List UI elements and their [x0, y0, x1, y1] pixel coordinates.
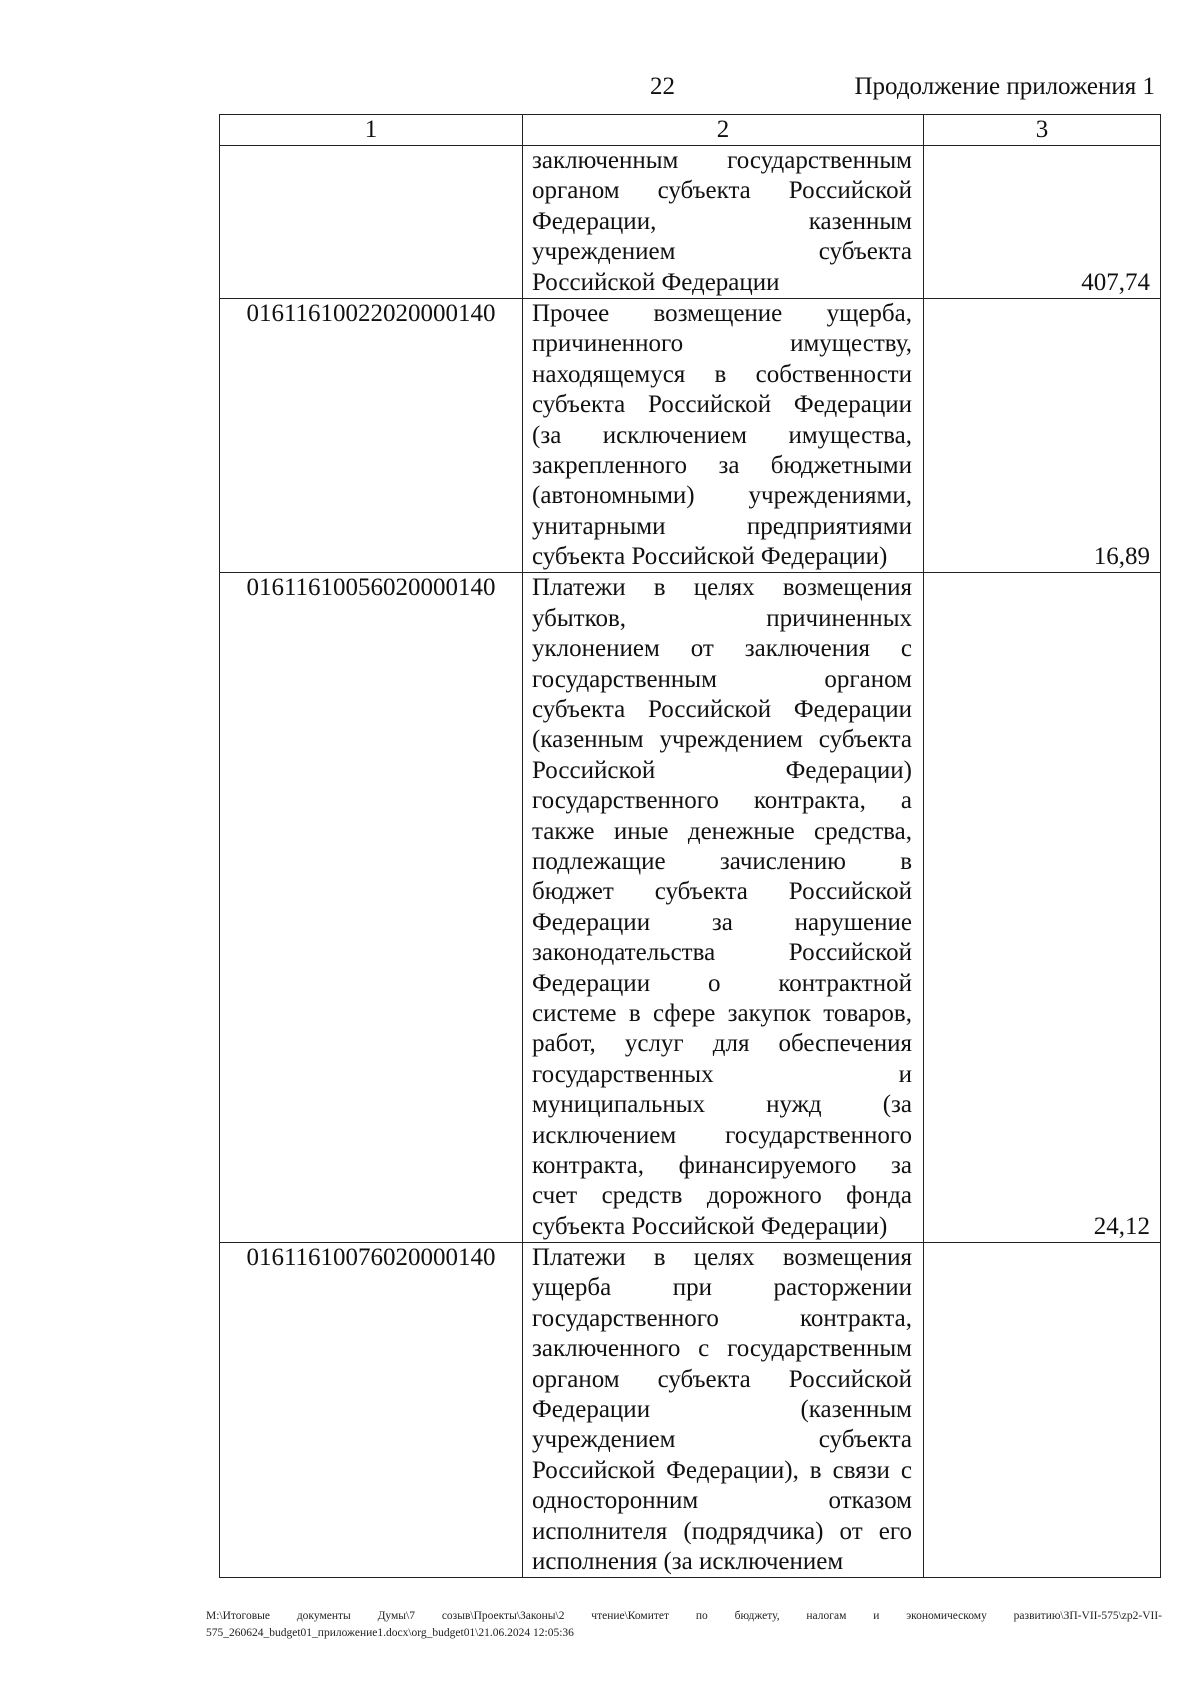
description-line: заключенным государственным — [532, 147, 912, 174]
budget-code-cell: 01611610076020000140 — [220, 1243, 523, 1578]
description-line: заключенного с государственным — [532, 1335, 912, 1363]
amount-value: 24,12 — [1093, 1213, 1150, 1241]
table-header-row — [220, 115, 1161, 146]
description-line: Федерации (казенным — [532, 1396, 912, 1424]
description-line: бюджет субъекта Российской — [532, 878, 912, 906]
description-line: Федерации, казенным — [532, 207, 912, 235]
table-row — [220, 573, 1161, 1243]
description-line: Платежи в целях возмещения — [532, 574, 912, 602]
description-line: Российской Федерации) — [532, 756, 912, 784]
description-line: системе в сфере закупок товаров, — [532, 999, 912, 1027]
table-row — [220, 298, 1161, 573]
description-line: субъекта Российской Федерации) — [532, 1212, 888, 1240]
description-line: односторонним отказом — [532, 1487, 912, 1515]
description-line: муниципальных нужд (за — [532, 1091, 912, 1119]
description-line: государственным органом — [532, 665, 912, 693]
description-line: органом субъекта Российской — [532, 1365, 912, 1393]
document-path-footer — [206, 1608, 1162, 1642]
description-line: уклонением от заключения с — [532, 635, 912, 663]
footer-path-line-1: M:\Итоговые документы Думы\7 созыв\Проекты\Законы\2 чтение\Комитет по бюджету, налогам и экономическому развитию\ЗП-VII-575\zp2-VII- — [206, 1610, 1162, 1622]
continuation-label: Продолжение приложения 1 — [854, 73, 1155, 100]
description-line: счет средств дорожного фонда — [532, 1182, 912, 1210]
description-line: подлежащие зачислению в — [532, 847, 912, 875]
description-line: субъекта Российской Федерации) — [532, 543, 888, 571]
footer-path-line-2: 575_260624_budget01_приложение1.docx\org_budget01\21.06.2024 12:05:36 — [206, 1627, 574, 1639]
budget-code-cell — [220, 146, 523, 299]
description-line: также иные денежные средства, — [532, 817, 912, 845]
description-line: законодательства Российской — [532, 939, 912, 967]
table-body — [220, 146, 1161, 1578]
description-line: контракта, финансируемого за — [532, 1151, 912, 1179]
description-line: субъекта Российской Федерации — [532, 696, 912, 724]
description-line: (автономными) учреждениями, — [532, 482, 912, 510]
amount-value: 16,89 — [1093, 543, 1150, 571]
description-line: унитарными предприятиями — [532, 512, 912, 540]
description-cell — [523, 146, 924, 299]
column-header-1: 1 — [220, 115, 523, 146]
description-line: субъекта Российской Федерации — [532, 391, 912, 419]
description-line: Российской Федерации), в связи с — [532, 1456, 912, 1484]
description-line: (казенным учреждением субъекта — [532, 726, 912, 754]
amount-value: 407,74 — [1081, 268, 1150, 296]
description-line: работ, услуг для обеспечения — [532, 1030, 912, 1058]
description-line: находящемуся в собственности — [532, 360, 912, 388]
description-line: учреждением субъекта — [532, 1426, 912, 1454]
table-row — [220, 1243, 1161, 1578]
column-header-2: 2 — [523, 115, 924, 146]
description-line: исполнителя (подрядчика) от его — [532, 1517, 912, 1545]
description-line: ущерба при расторжении — [532, 1274, 912, 1302]
budget-code-cell: 01611610056020000140 — [220, 573, 523, 1243]
amount-cell — [924, 1243, 1161, 1578]
budget-table — [219, 114, 1161, 1578]
description-line: государственного контракта, а — [532, 787, 912, 815]
description-line: Прочее возмещение ущерба, — [532, 299, 912, 327]
description-line: исключением государственного — [532, 1121, 912, 1149]
description-line: причиненного имуществу, — [532, 330, 912, 358]
description-line: Российской Федерации — [532, 268, 780, 296]
description-line: убытков, причиненных — [532, 604, 912, 632]
description-line: органом субъекта Российской — [532, 177, 912, 205]
description-cell — [523, 1243, 924, 1578]
description-line: исполнения (за исключением — [532, 1547, 844, 1575]
description-line: закрепленного за бюджетными — [532, 451, 912, 479]
amount-cell — [924, 298, 1161, 573]
description-cell — [523, 573, 924, 1243]
description-line: Платежи в целях возмещения — [532, 1244, 912, 1272]
amount-cell — [924, 573, 1161, 1243]
description-line: государственного контракта, — [532, 1304, 912, 1332]
description-line: Федерации о контрактной — [532, 969, 912, 997]
column-header-3: 3 — [924, 115, 1161, 146]
description-cell — [523, 298, 924, 573]
table-row — [220, 146, 1161, 299]
description-line: государственных и — [532, 1060, 912, 1088]
budget-code-cell: 01611610022020000140 — [220, 298, 523, 573]
page-number: 22 — [650, 73, 675, 100]
description-line: Федерации за нарушение — [532, 908, 912, 936]
amount-cell — [924, 146, 1161, 299]
description-line: учреждением субъекта — [532, 238, 912, 266]
description-line: (за исключением имущества, — [532, 421, 912, 449]
